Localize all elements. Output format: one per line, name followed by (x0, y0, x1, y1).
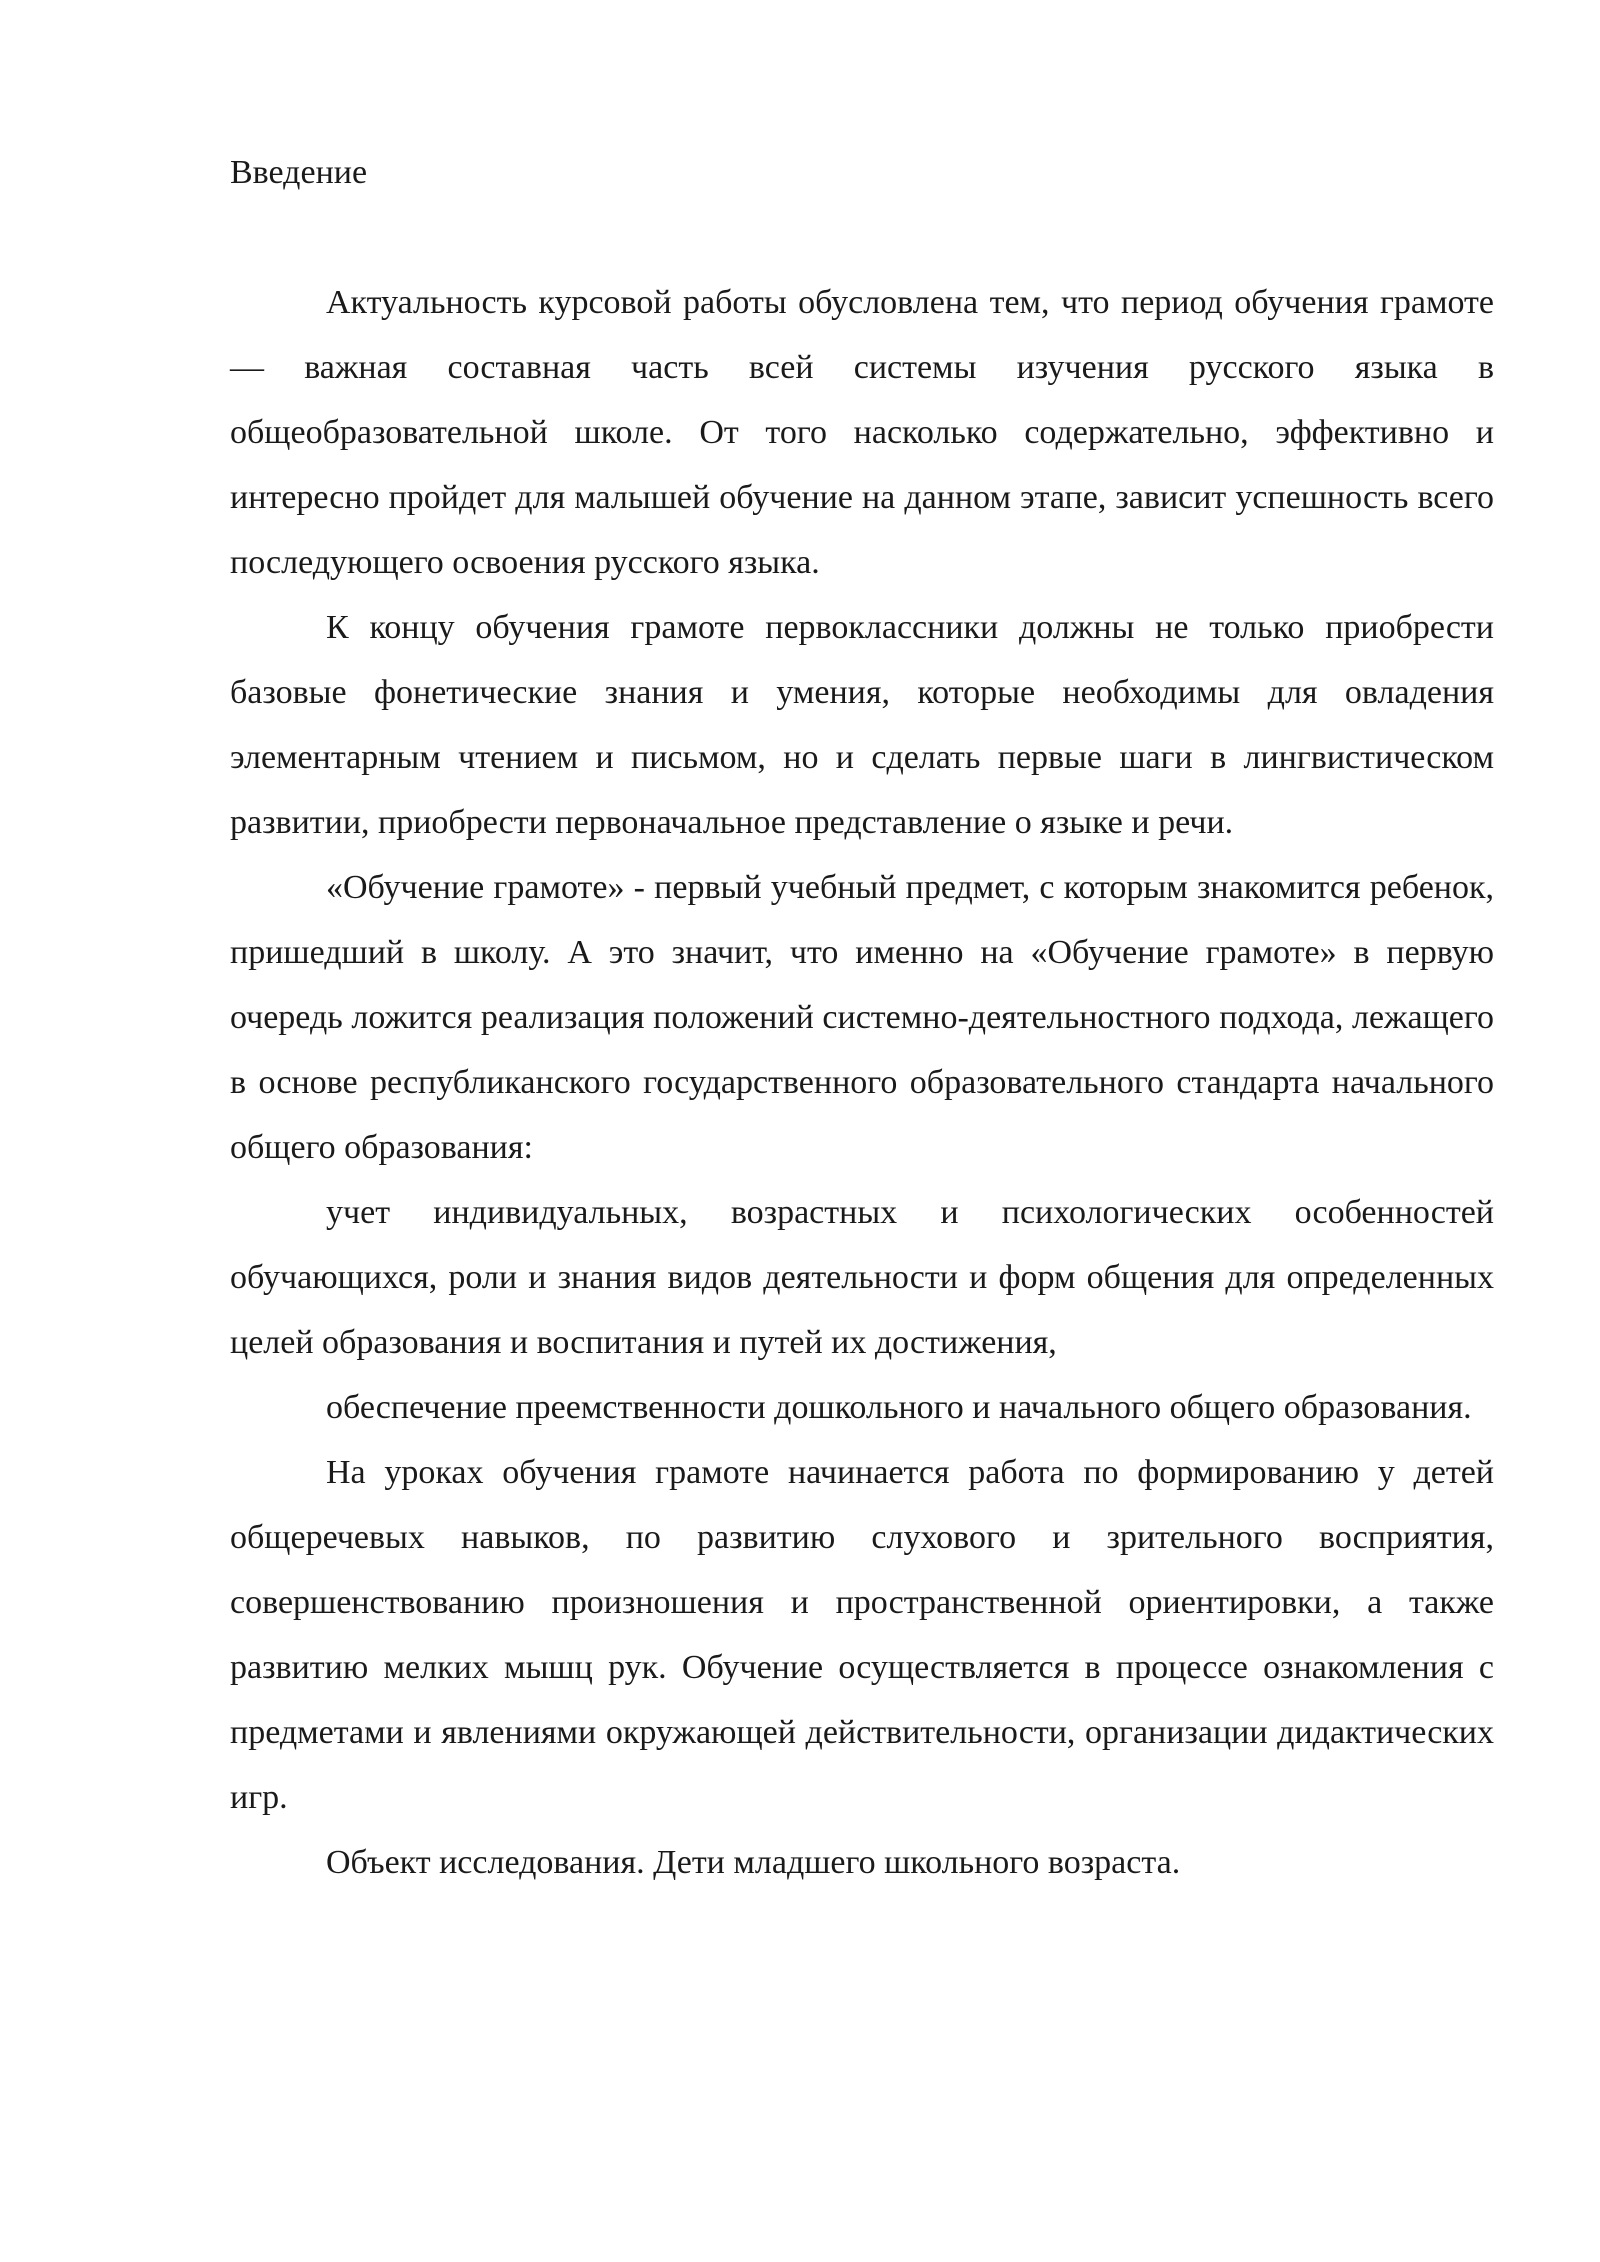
paragraph-continuity: обеспечение преемственности дошкольного и начального общего образования. (326, 1389, 1472, 1426)
paragraph-lessons: На уроках обучения грамоте начинается работа по формированию у детей общеречевых навыков, по развитию слухового и зрительного восприятия, совершенствованию произношения и пространственной ориентировки, а также развитию мелких мышц рук. Обучение осуществляется в процессе ознакомления с предметами и явлениями окружающей действительности, организации дидактических игр. (230, 1454, 1494, 1816)
document-content (230, 140, 1494, 1895)
document-body (230, 270, 1494, 1895)
paragraph-relevance: Актуальность курсовой работы обусловлена тем, что период обучения грамоте — важная составная часть всей системы изучения русского языка в общеобразовательной школе. От того насколько содержательно, эффективно и интересно пройдет для малышей обучение на данном этапе, зависит успешность всего последующего освоения русского языка. (230, 284, 1494, 581)
page-title: Введение (230, 154, 368, 191)
paragraph-research-object: Объект исследования. Дети младшего школьного возраста. (326, 1844, 1181, 1881)
paragraph-first-graders: К концу обучения грамоте первоклассники должны не только приобрести базовые фонетические знания и умения, которые необходимы для овладения элементарным чтением и письмом, но и сделать первые шаги в лингвистическом развитии, приобрести первоначальное представление о языке и речи. (230, 609, 1494, 841)
paragraph-literacy-subject: «Обучение грамоте» - первый учебный предмет, с которым знакомится ребенок, пришедший в школу. А это значит, что именно на «Обучение грамоте» в первую очередь ложится реализация положений системно-деятельностного подхода, лежащего в основе республиканского государственного образовательного стандарта начального общего образования: (230, 869, 1494, 1166)
paragraph-individual-features: учет индивидуальных, возрастных и психологических особенностей обучающихся, роли и знания видов деятельности и форм общения для определенных целей образования и воспитания и путей их достижения, (230, 1194, 1494, 1361)
